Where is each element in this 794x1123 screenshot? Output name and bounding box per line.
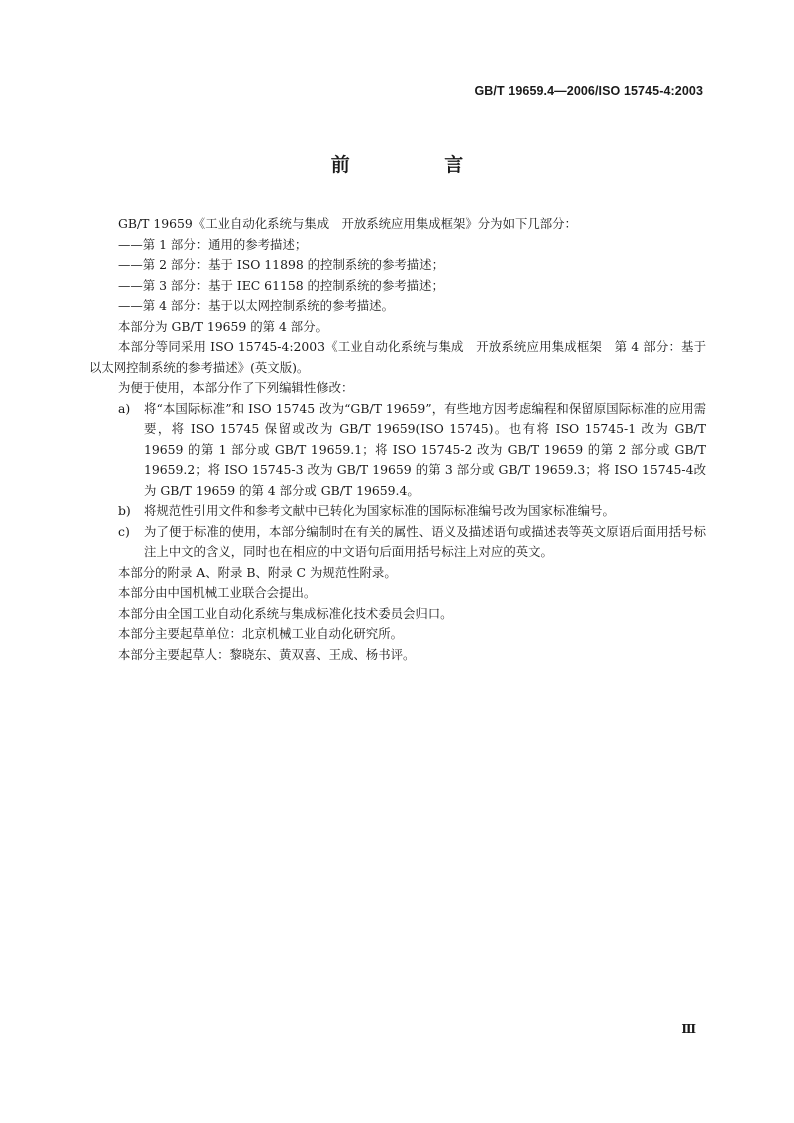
adoption-paragraph: 本部分等同采用 ISO 15745-4:2003《工业自动化系统与集成 开放系统应用集成框架 第 4 部分：基于以太网控制系统的参考描述》(英文版)。 xyxy=(89,339,706,375)
page-number: Ⅲ xyxy=(681,1022,696,1036)
centralized-by-paragraph: 本部分由全国工业自动化系统与集成标准化技术委员会归口。 xyxy=(118,605,453,621)
this-part-paragraph: 本部分为 GB/T 19659 的第 4 部分。 xyxy=(118,318,328,334)
proposed-by-paragraph: 本部分由中国机械工业联合会提出。 xyxy=(118,585,317,600)
edit-item-marker: c) xyxy=(118,523,130,539)
edit-item-text: 将规范性引用文件和参考文献中已转化为国家标准的国际标准编号改为国家标准编号。 xyxy=(144,503,615,518)
page-title: 前 言 xyxy=(330,154,508,176)
edits-list xyxy=(89,399,706,563)
edit-item-c xyxy=(89,522,706,563)
drafting-unit-paragraph: 本部分主要起草单位：北京机械工业自动化研究所。 xyxy=(118,626,403,641)
part-item-4: ——第 4 部分：基于以太网控制系统的参考描述。 xyxy=(118,298,394,313)
edit-item-b xyxy=(89,501,706,522)
foreword-body xyxy=(89,214,706,665)
edit-item-a xyxy=(89,399,706,502)
edit-item-marker: a) xyxy=(118,400,131,416)
part-item-2: ——第 2 部分：基于 ISO 11898 的控制系统的参考描述； xyxy=(118,257,444,272)
edit-item-marker: b) xyxy=(118,503,131,518)
drafters-paragraph: 本部分主要起草人：黎晓东、黄双喜、王成、杨书评。 xyxy=(118,646,416,662)
edit-item-text: 为了便于标准的使用，本部分编制时在有关的属性、语义及描述语句或描述表等英文原语后面用括号标注上中文的含义，同时也在相应的中文语句后面用括号标注上对应的英文。 xyxy=(144,523,706,559)
annex-paragraph: 本部分的附录 A、附录 B、附录 C 为规范性附录。 xyxy=(118,564,397,580)
edit-intro-paragraph: 为便于使用，本部分作了下列编辑性修改： xyxy=(118,380,354,395)
standard-code-header: GB/T 19659.4—2006/ISO 15745-4:2003 xyxy=(474,84,703,98)
intro-paragraph: GB/T 19659《工业自动化系统与集成 开放系统应用集成框架》分为如下几部分： xyxy=(118,216,577,231)
part-item-3: ——第 3 部分：基于 IEC 61158 的控制系统的参考描述； xyxy=(118,277,444,293)
parts-list xyxy=(89,235,706,317)
part-item-1: ——第 1 部分：通用的参考描述； xyxy=(118,236,308,252)
edit-item-text: 将“本国际标准”和 ISO 15745 改为“GB/T 19659”，有些地方因考虑编程和保留原国际标准的应用需要，将 ISO 15745 保留或改为 GB/T 19659(ISO 15745)。也有将 ISO 15745-1 改为 GB/T 19659 的第 1 部分或 GB/T 19659.1；将 ISO 15745-2 改为 GB/T 19659 的第 2 部分或 GB/T 19659.2；将 ISO 15745-3 改为 GB/T 19659 的第 3 部分或 GB/T 19659.3；将 ISO 15745-4改为 GB/T 19659 的第 4 部分或 GB/T 19659.4。 xyxy=(144,400,706,498)
